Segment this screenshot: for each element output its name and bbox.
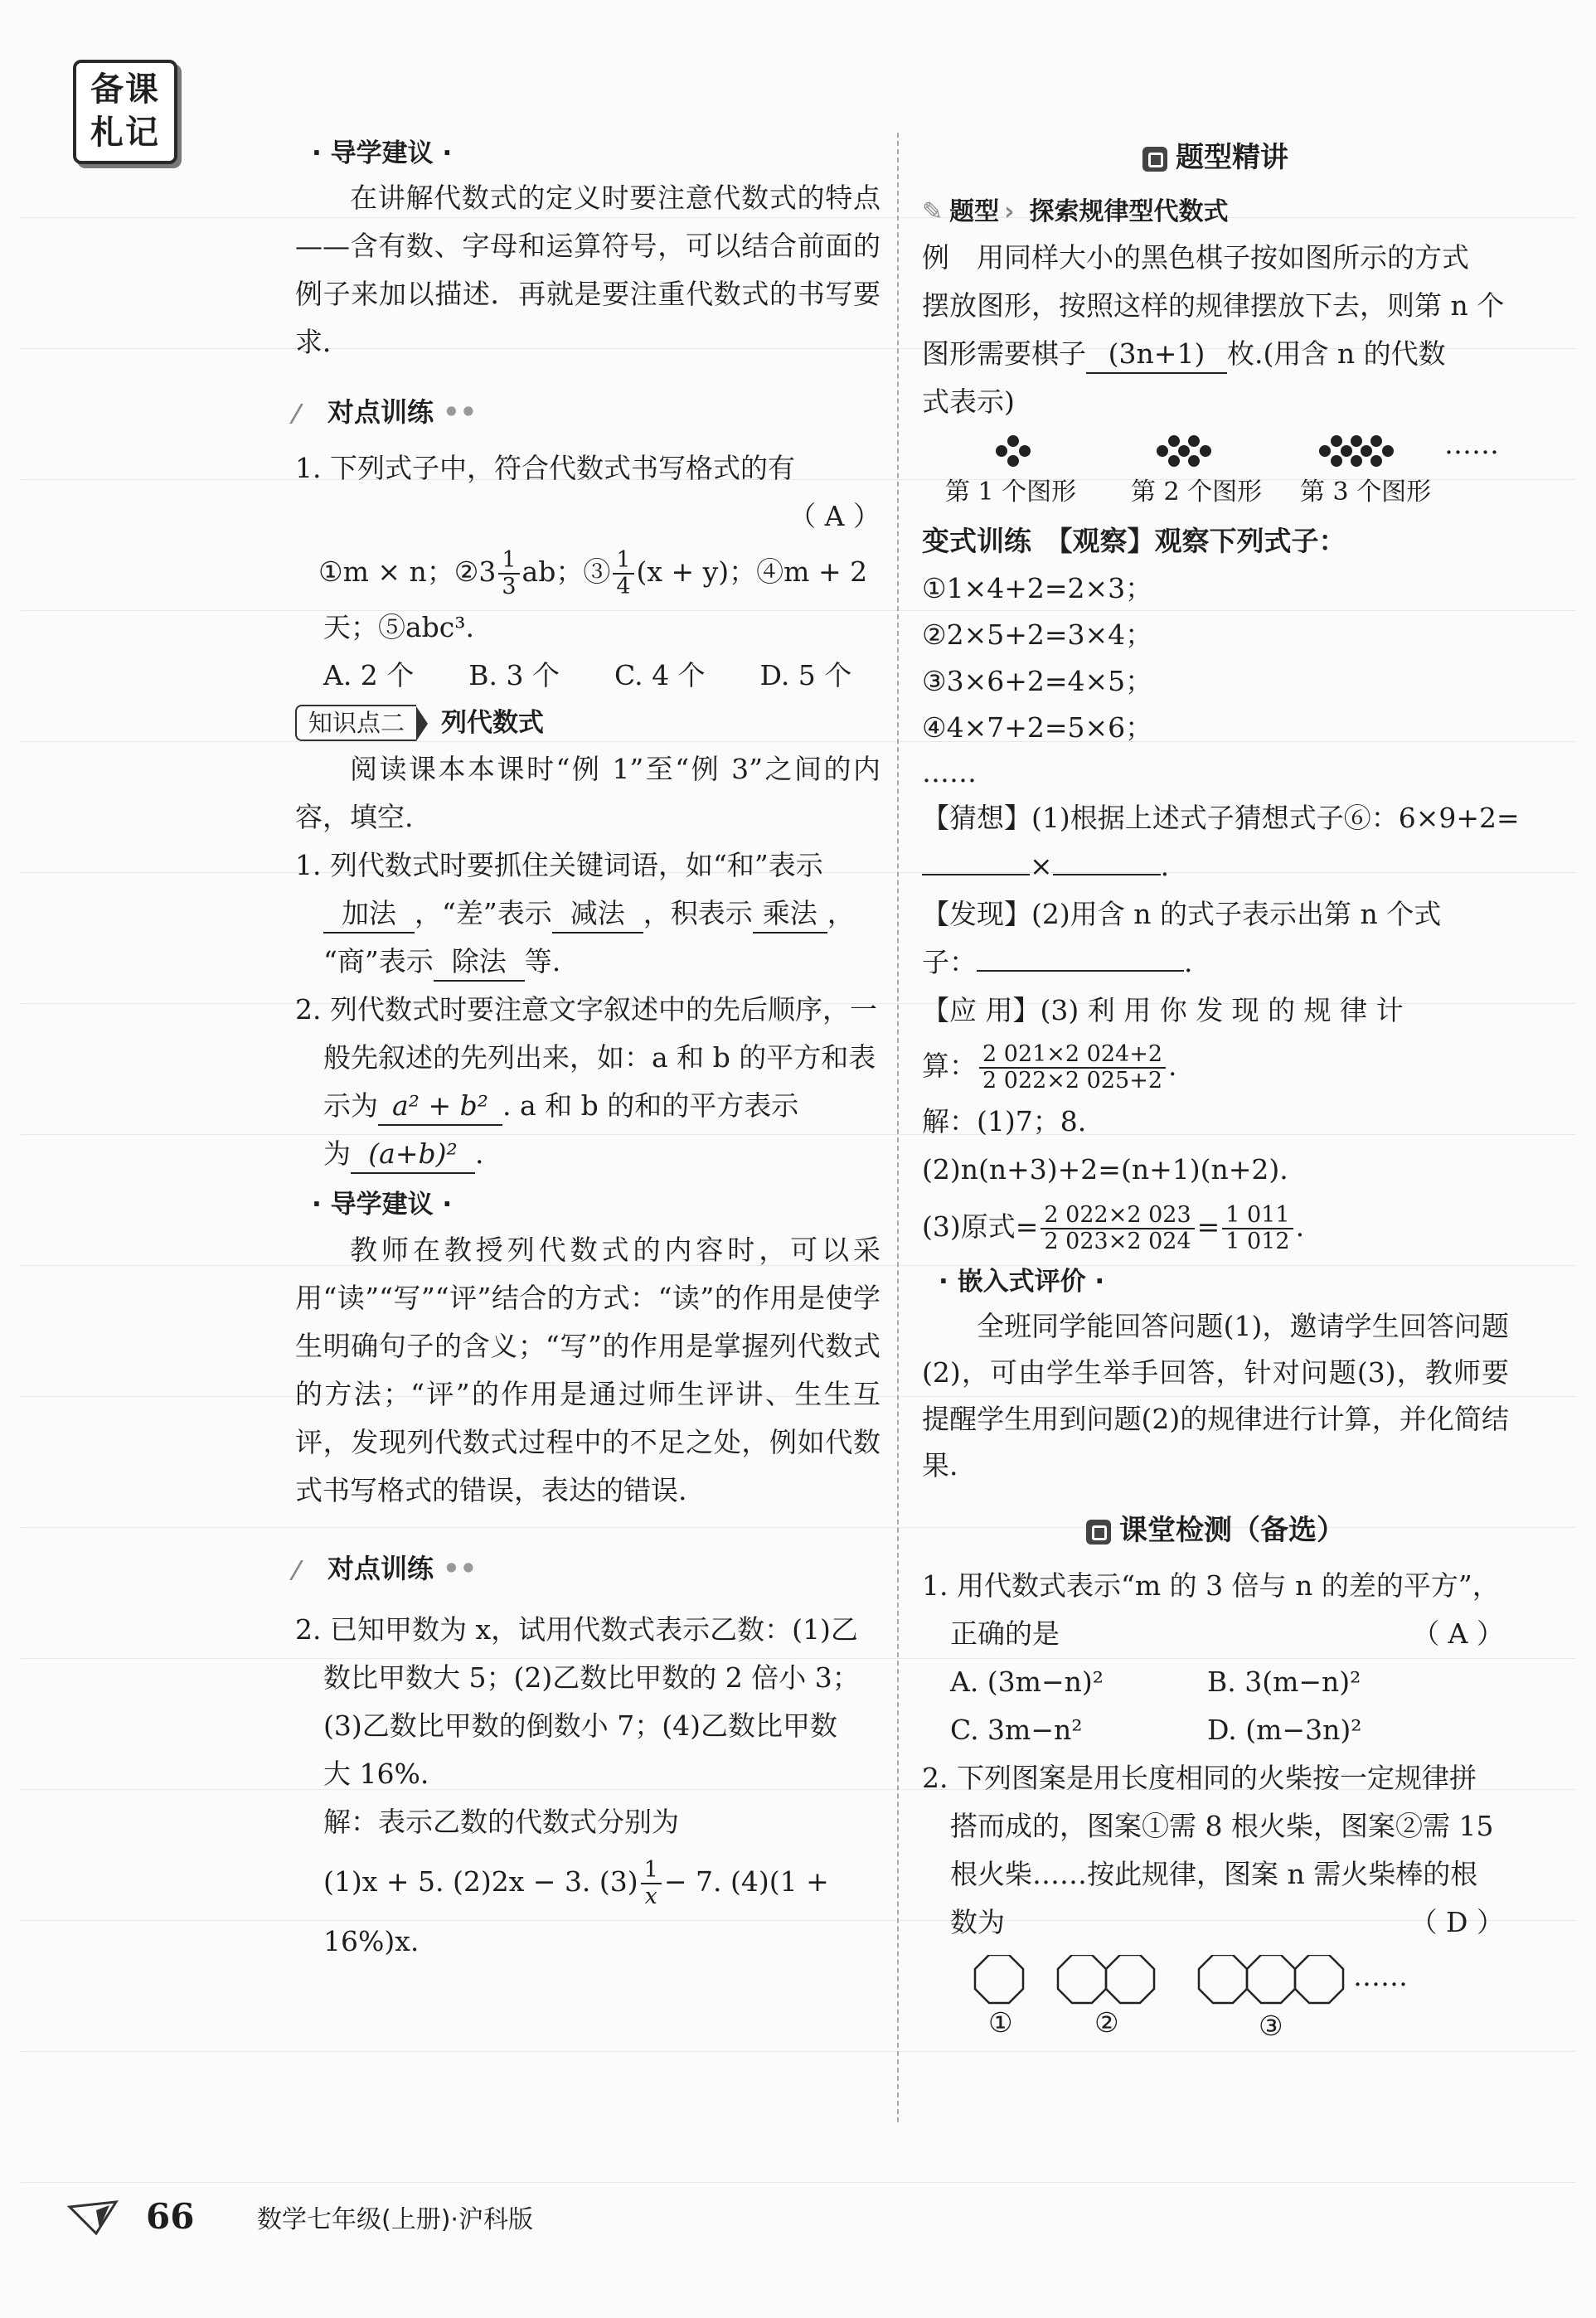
evaluation-text: 全班同学能回答问题(1)，邀请学生回答问题(2)，可由学生举手回答，针对问题(3)，教师要提醒学生用到问题(2)的规律进行计算，并化简结果. xyxy=(922,1310,1509,1481)
column-divider xyxy=(897,133,899,2122)
fraction-one-over-x xyxy=(641,1858,662,1909)
fraction-apply xyxy=(979,1042,1166,1094)
apply-line2 xyxy=(922,1035,1509,1098)
read-instruction: 阅读课本本课时“例 1”至“例 3”之间的内容，填空. xyxy=(295,753,880,833)
chess-figures xyxy=(922,426,1509,517)
blank-discover xyxy=(977,970,1184,972)
page-number: 66 xyxy=(146,2196,195,2237)
example-text: 图形需要棋子 xyxy=(922,337,1086,370)
fraction-den: x xyxy=(644,1884,657,1909)
discover-end: . xyxy=(1184,946,1193,978)
drill2-solution-line xyxy=(295,1846,880,1918)
guide-header-1: · 导学建议 · xyxy=(312,138,453,168)
quiz2-line3: 根火柴……按此规律，图案 n 需火柴棒的根 xyxy=(950,1858,1478,1890)
fraction-num: 2 022×2 023 xyxy=(1041,1203,1194,1229)
section-badge-icon xyxy=(1142,147,1167,172)
pattern-label-1: ① xyxy=(988,2006,1013,2039)
type-label: 题型 xyxy=(949,197,1000,226)
blank-addition: 加法 xyxy=(323,895,415,934)
item2-text: 示为 xyxy=(323,1089,378,1122)
drill1-math-line xyxy=(295,541,880,604)
figure-label-1: 第 1 个图形 xyxy=(945,478,1077,507)
solution-text: (3)原式= xyxy=(922,1210,1039,1243)
guide-text-1: 在讲解代数式的定义时要注意代数式的特点——含有数、字母和运算符号，可以结合前面的例子来加以描述．再就是要注重代数式的书写要求． xyxy=(295,182,880,358)
drill1-options: A. 2 个 B. 3 个 C. 4 个 D. 5 个 xyxy=(323,659,852,691)
discover-line1: 【发现】(2)用含 n 的式子表示出第 n 个式 xyxy=(922,898,1442,930)
chevron-right-icon: › xyxy=(1004,197,1015,226)
note-stamp-line2: 札记 xyxy=(90,114,160,152)
fraction-one-quarter xyxy=(613,548,633,599)
section-title-2-label: 课堂检测（备选） xyxy=(1119,1514,1345,1547)
match-patterns xyxy=(922,1947,1509,2046)
discover-text: 子： xyxy=(922,946,977,978)
item1-text: ，积表示 xyxy=(643,897,753,929)
fraction-den: 1 012 xyxy=(1225,1229,1290,1254)
item2-text: . a 和 b 的和的平方表示 xyxy=(502,1089,799,1122)
blank-division: 除法 xyxy=(434,943,525,982)
item2-line1: 2. 列代数式时要注意文字叙述中的先后顺序，一 xyxy=(295,993,877,1026)
guess-times: × xyxy=(1030,850,1053,882)
item1-line1: 1. 列代数式时要抓住关键词语，如“和”表示 xyxy=(295,849,823,881)
quiz1-option-c: C. 3m−n² xyxy=(950,1714,1083,1746)
drill2-sol-a: (1)x + 5. (2)2x − 3. (3) xyxy=(323,1865,638,1898)
item1-text: ，“差”表示 xyxy=(415,897,552,929)
variant-eq-4: ④4×7+2=5×6； xyxy=(922,711,1153,744)
item2-text: 为 xyxy=(323,1137,351,1170)
pattern-label-2: ② xyxy=(1094,2006,1119,2039)
guide-text-2: 教师在教授列代数式的内容时，可以采用“读”“写”“评”结合的方式：“读”的作用是使学生明确句子的含义；“写”的作用是掌握列代数式的方法；“评”的作用是通过师生评讲、生生互评，发现列代数式过程中的不足之处，例如代数式书写格式的错误，表达的错误. xyxy=(295,1234,880,1506)
quiz1-answer: （ A ） xyxy=(1412,1617,1504,1650)
drill1-math-c: (x + y)；④m + 2 xyxy=(636,555,868,588)
item1-line3 xyxy=(295,938,880,986)
drill2-line3: (3)乙数比甲数的倒数小 7；(4)乙数比甲数 xyxy=(323,1709,837,1742)
item2-line4 xyxy=(295,1130,880,1178)
quiz2-text: 数为 xyxy=(950,1906,1005,1938)
fraction-num: 1 xyxy=(498,548,519,575)
fraction-den: 4 xyxy=(616,574,631,599)
fraction-num: 2 021×2 024+2 xyxy=(979,1042,1166,1069)
example-line1: 例 用同样大小的黑色棋子按如图所示的方式 xyxy=(922,241,1469,274)
quiz1-option-a: A. (3m−n)² xyxy=(950,1666,1104,1698)
fraction-one-third xyxy=(498,548,519,599)
footer-mark xyxy=(66,2195,119,2240)
quiz1-option-d: D. (m−3n)² xyxy=(1207,1714,1362,1746)
variant-eq-5: …… xyxy=(922,756,977,788)
example-line2: 摆放图形，按照这样的规律摆放下去，则第 n 个 xyxy=(922,289,1505,322)
type-header xyxy=(922,191,1509,234)
fraction-den: 3 xyxy=(502,574,517,599)
variant-eq-2: ②2×5+2=3×4； xyxy=(922,618,1153,651)
item1-line2 xyxy=(295,890,880,938)
pattern-label-3: ③ xyxy=(1259,2010,1283,2042)
apply-text: 算： xyxy=(922,1050,977,1082)
drill2-line4: 大 16%. xyxy=(323,1758,429,1790)
item2-line3 xyxy=(295,1082,880,1130)
example-line4: 式表示) xyxy=(922,386,1015,418)
section-title-1 xyxy=(922,133,1509,182)
quiz2-line1: 2. 下列图案是用长度相同的火柴按一定规律拼 xyxy=(922,1762,1477,1794)
variant-eq-1: ①1×4+2=2×3； xyxy=(922,572,1153,604)
item1-text: “商”表示 xyxy=(323,945,434,977)
blank-subtraction: 减法 xyxy=(552,895,643,934)
kp-title: 列代数式 xyxy=(441,708,545,738)
quiz2-line4 xyxy=(922,1899,1509,1947)
note-stamp xyxy=(73,60,177,164)
fraction-solution-2 xyxy=(1222,1203,1293,1254)
quiz1-option-b: B. 3(m−n)² xyxy=(1207,1666,1361,1698)
drill2-sol-b: − 7. (4)(1 + xyxy=(663,1865,829,1898)
section-title-2 xyxy=(922,1506,1509,1555)
kp-tag: 知识点二 xyxy=(295,705,416,741)
drill-header-2-label: 对点训练 xyxy=(327,1553,434,1584)
drill2-line2: 数比甲数大 5；(2)乙数比甲数的 2 倍小 3； xyxy=(323,1661,860,1694)
evaluation-header: · 嵌入式评价 · xyxy=(939,1267,1105,1297)
pen-icon xyxy=(289,1560,323,1580)
item2-text: . xyxy=(475,1137,484,1170)
solution-end: . xyxy=(1295,1210,1305,1243)
blank-guess-a xyxy=(922,874,1030,875)
right-column xyxy=(922,133,1520,2046)
drill2-solution-intro: 解：表示乙数的代数式分别为 xyxy=(323,1806,679,1838)
solution-line2: (2)n(n+3)+2=(n+1)(n+2). xyxy=(922,1153,1288,1186)
item1-text: ， xyxy=(827,897,855,929)
blank-square-of-sum: (a+b)² xyxy=(351,1136,475,1174)
apply-end: . xyxy=(1168,1050,1177,1082)
left-column xyxy=(295,133,880,1966)
note-stamp-line1: 备课 xyxy=(90,70,160,109)
guess-end: . xyxy=(1160,850,1170,882)
guess-line2 xyxy=(922,842,1509,890)
solution-equals: = xyxy=(1196,1210,1220,1243)
drill2-line1: 2. 已知甲数为 x，试用代数式表示乙数：(1)乙 xyxy=(295,1613,858,1646)
quiz1-text: 正确的是 xyxy=(950,1617,1060,1650)
quiz1-options-ab xyxy=(922,1658,1509,1706)
drill1-math-a: ①m × n；②3 xyxy=(318,555,497,588)
apply-line1: 【应 用】(3) 利 用 你 发 现 的 规 律 计 xyxy=(922,994,1404,1026)
variant-eq-3: ③3×6+2=4×5； xyxy=(922,665,1153,697)
quiz1-options-cd xyxy=(922,1706,1509,1754)
drill1-math-d: 天；⑤abc³. xyxy=(323,611,474,643)
solution-line3 xyxy=(922,1194,1509,1260)
type-title: 探索规律型代数式 xyxy=(1029,197,1229,226)
blank-sum-of-squares: a² + b² xyxy=(378,1088,502,1126)
item2-line2: 般先叙述的先列出来，如：a 和 b 的平方和表 xyxy=(323,1041,876,1074)
section-title-1-label: 题型精讲 xyxy=(1176,141,1288,174)
fraction-num: 1 xyxy=(641,1858,662,1884)
blank-guess-b xyxy=(1053,874,1161,875)
book-title: 数学七年级(上册)·沪科版 xyxy=(257,2205,533,2234)
fraction-num: 1 xyxy=(613,548,633,575)
chess-pattern-svg xyxy=(922,426,1509,476)
example-text: 枚.(用含 n 的代数 xyxy=(1227,337,1446,370)
item1-text: 等. xyxy=(524,945,561,977)
drill1-answer: （ A ） xyxy=(788,500,880,532)
quiz2-answer: （ D ） xyxy=(1409,1906,1504,1938)
figure-label-2: 第 2 个图形 xyxy=(1131,478,1263,507)
quiz2-line2: 搭而成的，图案①需 8 根火柴，图案②需 15 xyxy=(950,1810,1494,1842)
section-badge-icon xyxy=(1086,1520,1111,1545)
knowledge-point-2 xyxy=(295,700,880,745)
quiz1-line1: 1. 用代数式表示“m 的 3 倍与 n 的差的平方”， xyxy=(922,1569,1500,1602)
figure-label-3: 第 3 个图形 xyxy=(1300,478,1432,507)
drill1-math-b: ab；③ xyxy=(521,555,611,588)
blank-multiplication: 乘法 xyxy=(753,895,827,934)
fraction-num: 1 011 xyxy=(1222,1203,1293,1229)
fraction-den: 2 023×2 024 xyxy=(1044,1229,1191,1254)
discover-line2 xyxy=(922,938,1509,987)
figure-ellipsis: …… xyxy=(1444,428,1499,460)
pencil-icon: ✎ xyxy=(922,197,944,226)
pattern-ellipsis: …… xyxy=(1353,1960,1408,1992)
fraction-solution-1 xyxy=(1041,1203,1194,1254)
drill-header-1: 对点训练 •• xyxy=(295,388,880,436)
guess-line1: 【猜想】(1)根据上述式子猜想式子⑥：6×9+2= xyxy=(922,802,1520,834)
pen-icon xyxy=(289,404,323,424)
quiz1-line2 xyxy=(922,1610,1509,1658)
example-line3 xyxy=(922,330,1509,378)
footer-arrow-icon xyxy=(66,2195,119,2237)
variant-header: 变式训练 【观察】观察下列式子： xyxy=(922,525,1346,557)
drill2-solution-end: 16%)x. xyxy=(323,1925,420,1957)
solution-line1: 解：(1)7；8. xyxy=(922,1105,1087,1137)
guide-header-2: · 导学建议 · xyxy=(312,1190,453,1220)
fraction-den: 2 022×2 025+2 xyxy=(982,1068,1163,1094)
drill1-question: 1. 下列式子中，符合代数式书写格式的有 xyxy=(295,452,795,484)
drill-header-1-label: 对点训练 xyxy=(327,396,434,428)
blank-answer-3n1: (3n+1) xyxy=(1086,336,1227,374)
drill-header-2: 对点训练 •• xyxy=(295,1545,880,1593)
